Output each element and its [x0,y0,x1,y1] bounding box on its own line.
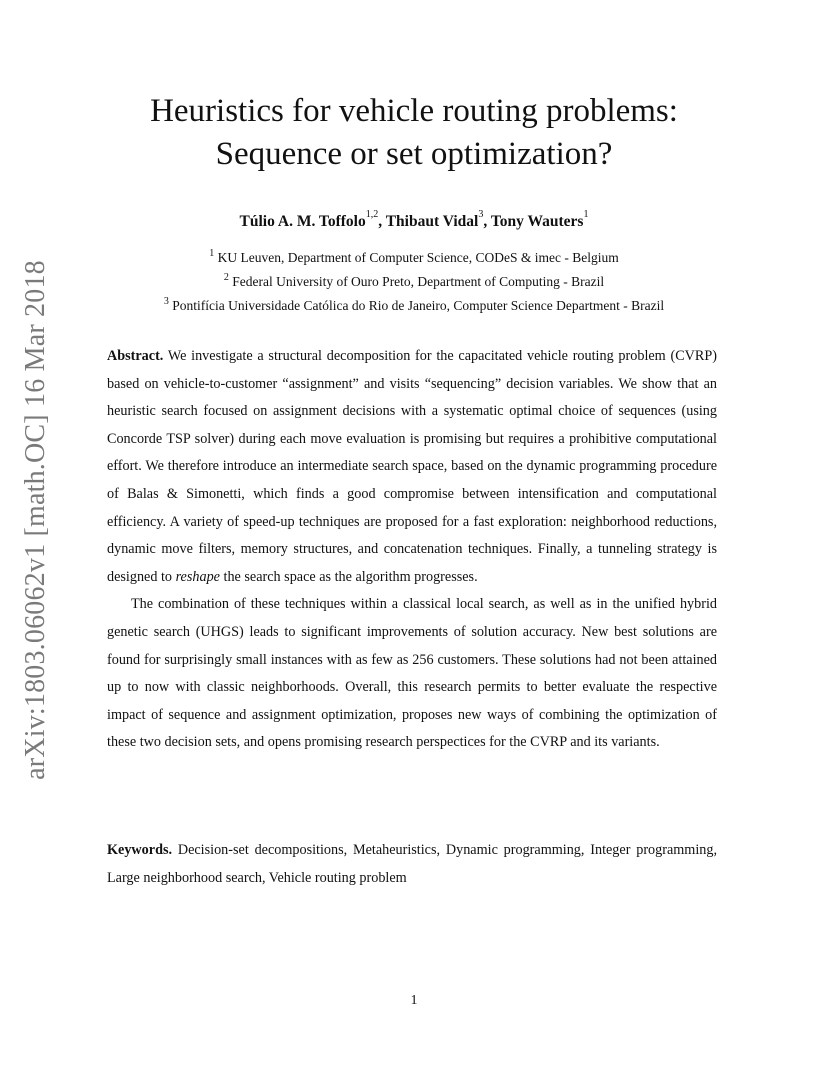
affiliation-number: 1 [209,248,215,259]
affiliation-item [108,294,720,318]
title-line-1: Heuristics for vehicle routing problems: [150,93,678,129]
keywords-label: Keywords. [107,842,173,858]
affiliation-item [108,270,720,294]
abstract-text-start: We investigate a structural decomposition for the capacitated vehicle routing problem (CVRP) based on vehicle-to-customer “assignment” and visits “sequencing” decision variables. We show that an heuristic search focused on assignment decisions with a systematic optimal choice of sequences (using Concorde TSP solver) during each move evaluation is promising but requires a prohibitive computational effort. We therefore introduce an intermediate search space, based on the dynamic programming procedure of Balas & Simonetti, which finds a good compromise between intensification and computational efficiency. A variety of speed-up techniques are proposed for a fast exploration: neighborhood reductions, dynamic move filters, memory structures, and concatenation techniques. Finally, a tunneling strategy is designed to [107,348,717,585]
author-name: Thibaut Vidal [385,213,479,230]
author-affiliation-marker: 3 [478,209,484,220]
abstract-label: Abstract. [107,348,164,364]
paper-title [108,90,720,176]
affiliation-text: Pontifícia Universidade Católica do Rio de Janeiro, Computer Science Department - Brazil [172,298,665,313]
abstract-text-end: the search space as the algorithm progresses. [223,568,478,585]
page-number: 1 [410,993,418,1008]
affiliation-text: KU Leuven, Department of Computer Science, CODeS & imec - Belgium [217,250,619,265]
affiliation-number: 3 [163,296,169,307]
affiliation-number: 2 [223,272,229,283]
affiliation-item [108,246,720,270]
abstract-emphasis: reshape [175,568,220,585]
arxiv-identifier-stamp [6,260,66,780]
abstract-paragraph-1 [107,343,717,591]
affiliation-text: Federal University of Ouro Preto, Department of Computing - Brazil [232,274,605,289]
keywords-text: Decision-set decompositions, Metaheuristics, Dynamic programming, Integer programming, Large neighborhood search, Vehicle routing problem [107,842,717,886]
abstract-section [107,343,717,757]
title-line-2: Sequence or set optimization? [215,136,613,172]
keywords-section [107,837,717,892]
author-affiliation-marker: 1 [583,209,589,220]
author-name: Tony Wauters [490,213,584,230]
author-separator: , [483,213,491,230]
author-separator: , [378,213,386,230]
abstract-paragraph-2: The combination of these techniques within a classical local search, as well as in the unified hybrid genetic search (UHGS) leads to significant improvements of solution accuracy. New best solutions are found for surprisingly small instances with as few as 256 customers. These solutions had not been attained up to now with classic neighborhoods. Overall, this research permits to better evaluate the respective impact of sequence and assignment optimization, proposes new ways of combining the optimization of these two decision sets, and opens promising research perspectices for the CVRP and its variants. [107,596,717,751]
author-affiliation-marker: 1,2 [365,209,379,220]
affiliation-list [108,246,720,318]
author-list [108,209,720,231]
author-name: Túlio A. M. Toffolo [239,213,366,230]
arxiv-identifier-text: arXiv:1803.06062v1 [math.OC] 16 Mar 2018 [20,260,51,780]
